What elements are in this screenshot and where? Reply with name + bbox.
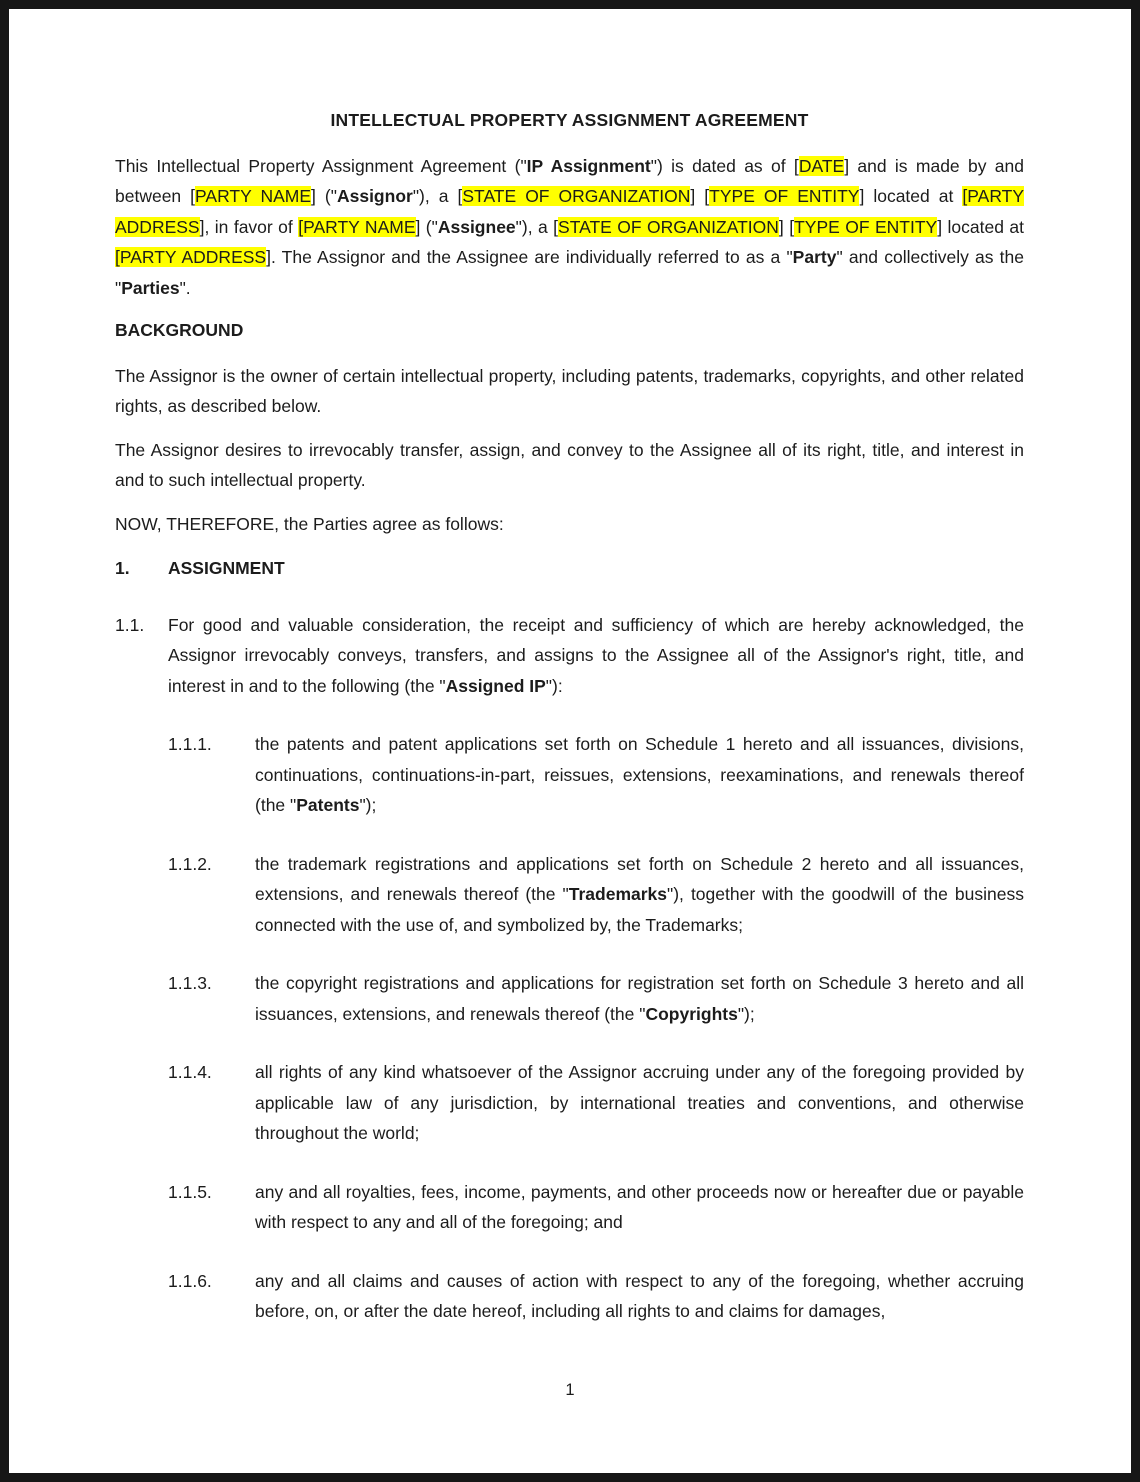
background-paragraph-1: The Assignor is the owner of certain intellectual property, including patents, trademarks, copyrights, and other related rights, as described below. <box>115 365 1024 416</box>
section-1-title: ASSIGNMENT <box>168 558 285 578</box>
subclause-1-1-3 <box>168 968 1024 1029</box>
clause-1-1-body: For good and valuable consideration, the receipt and sufficiency of which are hereby acknowledged, the Assignor irrevocably conveys, transfers, and assigns to the Assignee all of the Assignor's right, title, and interest in and to the following (the "Assigned IP"): <box>168 614 1024 696</box>
subclause-1-1-5-number: 1.1.5. <box>168 1181 212 1202</box>
clause-1-1 <box>115 610 1024 702</box>
section-1-heading <box>115 553 1024 584</box>
subclause-1-1-4-body: all rights of any kind whatsoever of the Assignor accruing under any of the foregoing provided by applicable law of any jurisdiction, by international treaties and conventions, and otherwise throughout the world; <box>255 1062 1024 1143</box>
subclause-1-1-6 <box>168 1266 1024 1327</box>
subclause-1-1-1 <box>168 729 1024 821</box>
clause-1-1-number: 1.1. <box>115 614 145 635</box>
subclause-1-1-1-number: 1.1.1. <box>168 734 212 754</box>
subclause-1-1-4 <box>168 1057 1024 1149</box>
subclause-1-1-2-number: 1.1.2. <box>168 853 212 874</box>
subclause-1-1-1-body: the patents and patent applications set forth on Schedule 1 hereto and all issuances, divisions, continuations, continuations-in-part, reissues, extensions, reexaminations, and renewals thereof (the "Patents"); <box>255 734 1024 815</box>
subclause-1-1-6-body: any and all claims and causes of action with respect to any of the foregoing, whether accruing before, on, or after the date hereof, including all rights to and claims for damages, <box>255 1270 1024 1321</box>
subclause-1-1-2-body: the trademark registrations and applications set forth on Schedule 2 hereto and all issuances, extensions, and renewals thereof (the "Trademarks"), together with the goodwill of the business connected with the use of, and symbolized by, the Trademarks; <box>255 853 1024 935</box>
page-number: 1 <box>565 1380 575 1399</box>
background-paragraph-2: The Assignor desires to irrevocably transfer, assign, and convey to the Assignee all of its right, title, and interest in and to such intellectual property. <box>115 439 1024 490</box>
subclause-1-1-4-number: 1.1.4. <box>168 1062 212 1082</box>
subclause-1-1-2 <box>168 849 1024 941</box>
subclause-1-1-3-body: the copyright registrations and applications for registration set forth on Schedule 3 hereto and all issuances, extensions, and renewals thereof (the "Copyrights"); <box>255 973 1024 1024</box>
document-title: INTELLECTUAL PROPERTY ASSIGNMENT AGREEMENT <box>330 110 809 130</box>
intro-paragraph: This Intellectual Property Assignment Agreement ("IP Assignment") is dated as of [DATE] and is made by and between [PARTY NAME] ("Assignor"), a [STATE OF ORGANIZATION] [TYPE OF ENTITY] located at [PARTY ADDRESS], in favor of [PARTY NAME] ("Assignee"), a [STATE OF ORGANIZATION] [TYPE OF ENTITY] located at [PARTY ADDRESS]. The Assignor and the Assignee are individually referred to as a "Party" and collectively as the "Parties". <box>115 155 1024 298</box>
background-heading: BACKGROUND <box>115 320 244 340</box>
subclause-1-1-5 <box>168 1177 1024 1238</box>
subclause-1-1-5-body: any and all royalties, fees, income, payments, and other proceeds now or hereafter due or payable with respect to any and all of the foregoing; and <box>255 1181 1024 1232</box>
section-1-number: 1. <box>115 558 130 578</box>
subclause-1-1-6-number: 1.1.6. <box>168 1270 212 1291</box>
subclause-1-1-3-number: 1.1.3. <box>168 973 212 993</box>
now-therefore-paragraph: NOW, THEREFORE, the Parties agree as follows: <box>115 513 504 534</box>
